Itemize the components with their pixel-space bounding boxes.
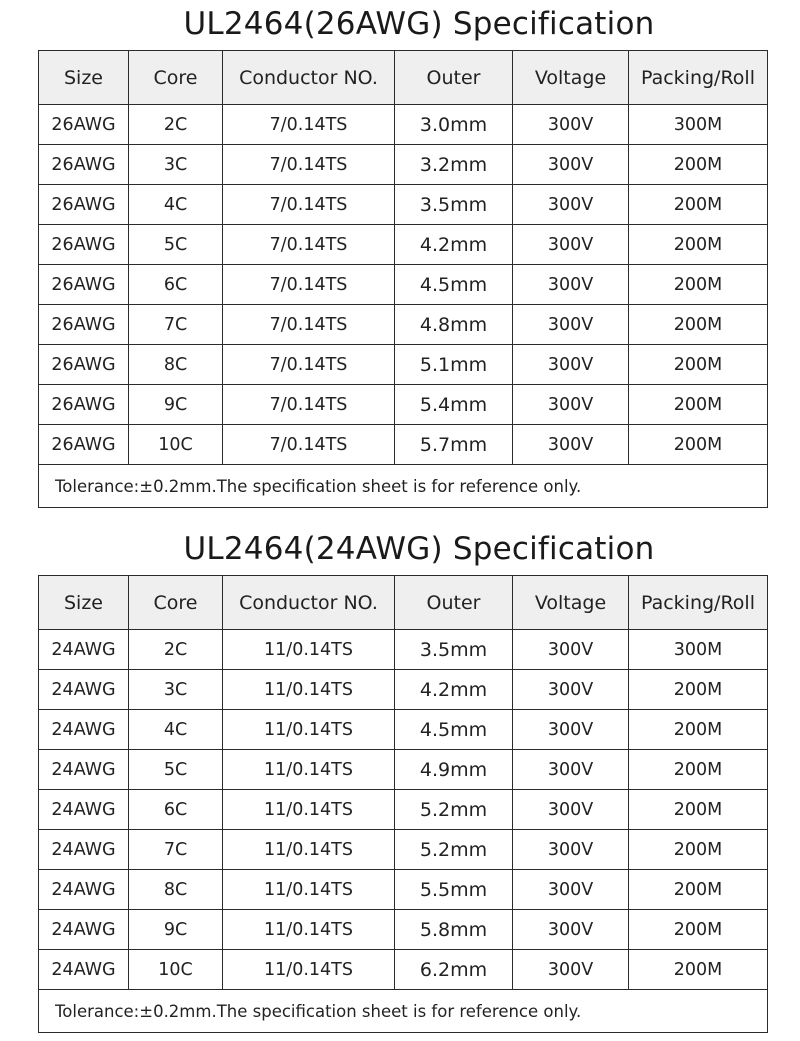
cell-core: 10C <box>129 425 223 465</box>
cell-outer: 5.8mm <box>395 910 513 950</box>
cell-packing: 200M <box>629 305 768 345</box>
table-header-row <box>39 51 768 105</box>
cell-conductor: 11/0.14TS <box>223 630 395 670</box>
cell-packing: 200M <box>629 425 768 465</box>
table-row <box>39 305 768 345</box>
cell-size: 24AWG <box>39 710 129 750</box>
table-row <box>39 950 768 990</box>
table-note-row <box>39 465 768 508</box>
cell-packing: 200M <box>629 750 768 790</box>
cell-packing: 200M <box>629 710 768 750</box>
cell-core: 3C <box>129 670 223 710</box>
cell-packing: 200M <box>629 345 768 385</box>
col-header-size: Size <box>39 51 129 105</box>
cell-outer: 3.5mm <box>395 630 513 670</box>
cell-size: 26AWG <box>39 345 129 385</box>
table-row <box>39 185 768 225</box>
cell-packing: 200M <box>629 790 768 830</box>
cell-conductor: 11/0.14TS <box>223 950 395 990</box>
cell-packing: 200M <box>629 385 768 425</box>
cell-conductor: 7/0.14TS <box>223 385 395 425</box>
cell-voltage: 300V <box>513 145 629 185</box>
cell-size: 24AWG <box>39 950 129 990</box>
cell-voltage: 300V <box>513 305 629 345</box>
cell-conductor: 11/0.14TS <box>223 790 395 830</box>
cell-size: 24AWG <box>39 830 129 870</box>
cell-packing: 200M <box>629 145 768 185</box>
cell-size: 26AWG <box>39 305 129 345</box>
cell-conductor: 7/0.14TS <box>223 185 395 225</box>
cell-voltage: 300V <box>513 630 629 670</box>
table-row <box>39 145 768 185</box>
cell-conductor: 7/0.14TS <box>223 105 395 145</box>
col-header-packing: Packing/Roll <box>629 51 768 105</box>
cell-voltage: 300V <box>513 750 629 790</box>
cell-outer: 4.5mm <box>395 710 513 750</box>
cell-outer: 5.1mm <box>395 345 513 385</box>
cell-conductor: 7/0.14TS <box>223 345 395 385</box>
col-header-voltage: Voltage <box>513 51 629 105</box>
cell-conductor: 11/0.14TS <box>223 670 395 710</box>
cell-outer: 4.8mm <box>395 305 513 345</box>
cell-outer: 4.2mm <box>395 670 513 710</box>
table-row <box>39 910 768 950</box>
cell-packing: 300M <box>629 105 768 145</box>
table-header-row <box>39 576 768 630</box>
cell-outer: 4.9mm <box>395 750 513 790</box>
cell-conductor: 11/0.14TS <box>223 710 395 750</box>
cell-conductor: 7/0.14TS <box>223 265 395 305</box>
cell-packing: 200M <box>629 225 768 265</box>
cell-voltage: 300V <box>513 345 629 385</box>
cell-outer: 3.2mm <box>395 145 513 185</box>
cell-conductor: 7/0.14TS <box>223 305 395 345</box>
cell-conductor: 11/0.14TS <box>223 910 395 950</box>
cell-outer: 5.5mm <box>395 870 513 910</box>
cell-conductor: 7/0.14TS <box>223 145 395 185</box>
col-header-core: Core <box>129 51 223 105</box>
cell-voltage: 300V <box>513 830 629 870</box>
table-row <box>39 790 768 830</box>
col-header-packing: Packing/Roll <box>629 576 768 630</box>
cell-outer: 3.0mm <box>395 105 513 145</box>
cell-conductor: 11/0.14TS <box>223 830 395 870</box>
spec-title-24awg: UL2464(24AWG) Specification <box>183 531 655 567</box>
cell-size: 24AWG <box>39 750 129 790</box>
cell-outer: 4.2mm <box>395 225 513 265</box>
cell-voltage: 300V <box>513 225 629 265</box>
cell-size: 24AWG <box>39 870 129 910</box>
table-row <box>39 425 768 465</box>
table-row <box>39 670 768 710</box>
cell-conductor: 7/0.14TS <box>223 225 395 265</box>
tolerance-note: Tolerance:±0.2mm.The specification sheet is for reference only. <box>39 990 768 1033</box>
spec-title-26awg: UL2464(26AWG) Specification <box>183 6 655 42</box>
cell-core: 7C <box>129 830 223 870</box>
table-row <box>39 710 768 750</box>
cell-voltage: 300V <box>513 950 629 990</box>
cell-packing: 200M <box>629 670 768 710</box>
table-row <box>39 225 768 265</box>
cell-voltage: 300V <box>513 385 629 425</box>
cell-outer: 5.2mm <box>395 830 513 870</box>
cell-conductor: 7/0.14TS <box>223 425 395 465</box>
cell-core: 2C <box>129 105 223 145</box>
col-header-conductor: Conductor NO. <box>223 576 395 630</box>
cell-voltage: 300V <box>513 910 629 950</box>
cell-core: 2C <box>129 630 223 670</box>
cell-outer: 5.7mm <box>395 425 513 465</box>
cell-core: 4C <box>129 710 223 750</box>
cell-core: 10C <box>129 950 223 990</box>
spec-table-26awg <box>38 50 768 508</box>
cell-core: 6C <box>129 265 223 305</box>
cell-size: 26AWG <box>39 145 129 185</box>
spec-table-24awg <box>38 575 768 1033</box>
col-header-conductor: Conductor NO. <box>223 51 395 105</box>
cell-core: 9C <box>129 910 223 950</box>
cell-core: 5C <box>129 225 223 265</box>
cell-voltage: 300V <box>513 670 629 710</box>
cell-size: 26AWG <box>39 265 129 305</box>
cell-size: 26AWG <box>39 185 129 225</box>
cell-voltage: 300V <box>513 185 629 225</box>
cell-size: 24AWG <box>39 790 129 830</box>
cell-voltage: 300V <box>513 265 629 305</box>
cell-core: 7C <box>129 305 223 345</box>
col-header-size: Size <box>39 576 129 630</box>
cell-packing: 200M <box>629 265 768 305</box>
cell-voltage: 300V <box>513 105 629 145</box>
cell-size: 24AWG <box>39 670 129 710</box>
table-row <box>39 345 768 385</box>
cell-core: 3C <box>129 145 223 185</box>
cell-core: 4C <box>129 185 223 225</box>
table-row <box>39 630 768 670</box>
cell-size: 24AWG <box>39 630 129 670</box>
col-header-voltage: Voltage <box>513 576 629 630</box>
cell-size: 26AWG <box>39 105 129 145</box>
cell-packing: 300M <box>629 630 768 670</box>
table-row <box>39 265 768 305</box>
cell-core: 8C <box>129 870 223 910</box>
table-note-row <box>39 990 768 1033</box>
col-header-outer: Outer <box>395 576 513 630</box>
cell-core: 5C <box>129 750 223 790</box>
cell-outer: 4.5mm <box>395 265 513 305</box>
cell-packing: 200M <box>629 830 768 870</box>
cell-core: 6C <box>129 790 223 830</box>
cell-packing: 200M <box>629 185 768 225</box>
cell-size: 24AWG <box>39 910 129 950</box>
cell-outer: 5.2mm <box>395 790 513 830</box>
cell-outer: 3.5mm <box>395 185 513 225</box>
cell-size: 26AWG <box>39 425 129 465</box>
cell-core: 8C <box>129 345 223 385</box>
table-row <box>39 830 768 870</box>
table-row <box>39 385 768 425</box>
cell-voltage: 300V <box>513 790 629 830</box>
cell-outer: 5.4mm <box>395 385 513 425</box>
cell-packing: 200M <box>629 950 768 990</box>
cell-outer: 6.2mm <box>395 950 513 990</box>
col-header-core: Core <box>129 576 223 630</box>
table-row <box>39 105 768 145</box>
cell-packing: 200M <box>629 870 768 910</box>
cell-voltage: 300V <box>513 870 629 910</box>
cell-voltage: 300V <box>513 425 629 465</box>
table-row <box>39 870 768 910</box>
cell-packing: 200M <box>629 910 768 950</box>
cell-conductor: 11/0.14TS <box>223 750 395 790</box>
col-header-outer: Outer <box>395 51 513 105</box>
table-row <box>39 750 768 790</box>
cell-size: 26AWG <box>39 385 129 425</box>
cell-core: 9C <box>129 385 223 425</box>
cell-voltage: 300V <box>513 710 629 750</box>
cell-size: 26AWG <box>39 225 129 265</box>
cell-conductor: 11/0.14TS <box>223 870 395 910</box>
tolerance-note: Tolerance:±0.2mm.The specification sheet is for reference only. <box>39 465 768 508</box>
